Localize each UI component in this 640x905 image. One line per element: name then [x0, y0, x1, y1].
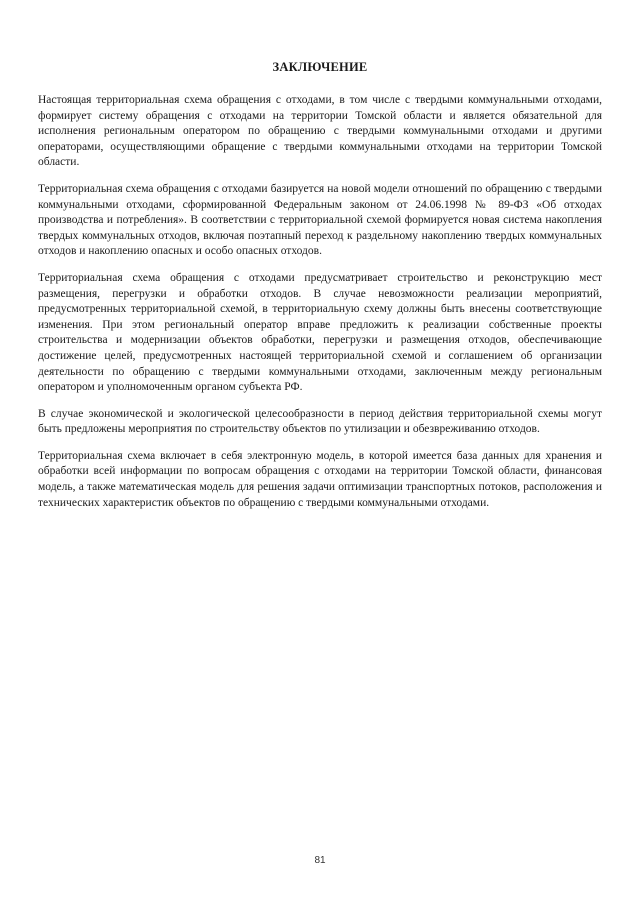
paragraph-3: Территориальная схема обращения с отходами предусматривает строительство и реконструкцию мест размещения, перегрузки и обработки отходов. В случае невозможности реализации мероприятий, предусмотренных территориальной схемой, в территориальную схему должны быть внесены соответствующие изменения. При этом региональный оператор вправе предложить к реализации собственные проекты строительства и модернизации объектов обработки, перегрузки и размещения отходов, обеспечивающие достижение целей, предусмотренных настоящей территориальной схемой и соглашением об организации деятельности по обращению с твердыми коммунальными отходами, заключенным между региональным оператором и уполномоченным органом субъекта РФ.	[38, 271, 602, 394]
paragraph-4: В случае экономической и экологической целесообразности в период действия территориальной схемы могут быть предложены мероприятия по строительству объектов по утилизации и обезвреживанию отходов.	[38, 407, 602, 436]
paragraph-1: Настоящая территориальная схема обращения с отходами, в том числе с твердыми коммунальными отходами, формирует систему обращения с отходами на территории Томской области и является обязательной для исполнения региональным оператором по обращению с твердыми коммунальными отходами и другими операторами, осуществляющими обращение с твердыми коммунальными отходами на территории Томской области.	[38, 94, 602, 169]
page-title: ЗАКЛЮЧЕНИЕ	[272, 60, 368, 74]
page-number: 81	[314, 855, 326, 866]
document-page	[38, 60, 602, 522]
paragraph-2: Территориальная схема обращения с отходами базируется на новой модели отношений по обращению с твердыми коммунальными отходами, сформированной Федеральным законом от 24.06.1998 № 89-ФЗ «Об отходах производства и потребления». В соответствии с территориальной схемой формируется новая система накопления твердых коммунальных отходов, включая поэтапный переход к раздельному накоплению твердых коммунальных отходов и накоплению опасных и особо опасных отходов.	[38, 182, 602, 258]
paragraph-5: Территориальная схема включает в себя электронную модель, в которой имеется база данных для хранения и обработки всей информации по вопросам обращения с отходами на территории Томской области, финансовая модель, а также математическая модель для решения задачи оптимизации транспортных потоков, расположения и технических характеристик объектов по обращению с твердыми коммунальными отходами.	[38, 449, 602, 509]
